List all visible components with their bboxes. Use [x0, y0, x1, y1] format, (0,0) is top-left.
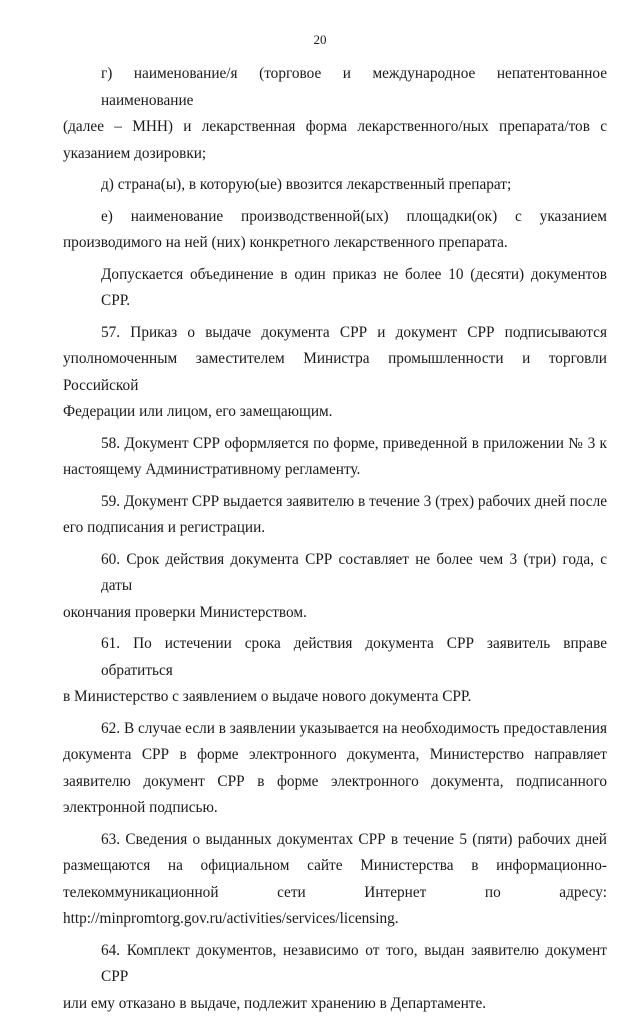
text-line: в Министерство с заявлением о выдаче нового документа СРР. — [63, 688, 472, 705]
paragraph-e — [63, 204, 607, 257]
text-line: е) наименование производственной(ых) площадки(ок) с указанием — [101, 207, 607, 225]
paragraph-64 — [63, 938, 607, 1018]
paragraph-g — [63, 61, 607, 167]
text-line: г) наименование/я (торговое и международное непатентованное наименование — [101, 65, 607, 109]
text-line: 59. Документ СРР выдается заявителю в течение 3 (трех) рабочих дней после — [101, 492, 607, 510]
text-line: электронной подписью. — [63, 799, 218, 816]
document-body — [63, 61, 607, 1022]
text-line: 60. Срок действия документа СРР составляет не более чем 3 (три) года, с даты — [101, 550, 607, 594]
url-text: http://minpromtorg.gov.ru/activities/services/licensing. — [63, 910, 399, 927]
paragraph-58 — [63, 431, 607, 484]
text-line: Федерации или лицом, его замещающим. — [63, 403, 333, 420]
text-line: д) страна(ы), в которую(ые) ввозится лекарственный препарат; — [101, 176, 512, 193]
text-line: 63. Сведения о выданных документах СРР в течение 5 (пяти) рабочих дней — [101, 830, 607, 848]
paragraph-63 — [63, 827, 607, 933]
text-line: (далее – МНН) и лекарственная форма лекарственного/ных препарата/тов с — [63, 118, 607, 135]
paragraph-d — [63, 172, 607, 199]
paragraph-61 — [63, 631, 607, 711]
text-line: указанием дозировки; — [63, 144, 207, 162]
text-line: 64. Комплект документов, независимо от того, выдан заявителю документ СРР — [101, 941, 607, 985]
text-line: уполномоченным заместителем Министра промышленности и торговли Российской — [63, 350, 607, 394]
paragraph-62 — [63, 716, 607, 822]
text-line: Допускается объединение в один приказ не более 10 (десяти) документов СРР. — [101, 265, 607, 309]
page-number: 20 — [313, 32, 327, 47]
paragraph-merge-note — [63, 262, 607, 315]
text-line: или ему отказано в выдаче, подлежит хранению в Департаменте. — [63, 994, 487, 1012]
text-line: размещаются на официальном сайте Министерства в информационно- — [63, 857, 607, 874]
text-line: 62. В случае если в заявлении указывается на необходимость предоставления — [101, 719, 607, 737]
text-line: телекоммуникационной сети Интернет по адресу: — [63, 883, 607, 901]
text-line: производимого на ней (них) конкретного лекарственного препарата. — [63, 234, 508, 251]
text-line: заявителю документ СРР в форме электронного документа, подписанного — [63, 772, 607, 790]
paragraph-57 — [63, 320, 607, 426]
text-line: 61. По истечении срока действия документа СРР заявитель вправе обратиться — [101, 635, 607, 679]
text-line: 57. Приказ о выдаче документа СРР и документ СРР подписываются — [101, 323, 607, 341]
text-line: окончания проверки Министерством. — [63, 603, 307, 621]
text-line: 58. Документ СРР оформляется по форме, приведенной в приложении № 3 к — [101, 434, 607, 452]
text-line: его подписания и регистрации. — [63, 519, 266, 536]
text-line: настоящему Административному регламенту. — [63, 461, 361, 478]
paragraph-60 — [63, 547, 607, 627]
paragraph-59 — [63, 489, 607, 542]
text-line: документа СРР в форме электронного документа, Министерство направляет — [63, 746, 607, 763]
